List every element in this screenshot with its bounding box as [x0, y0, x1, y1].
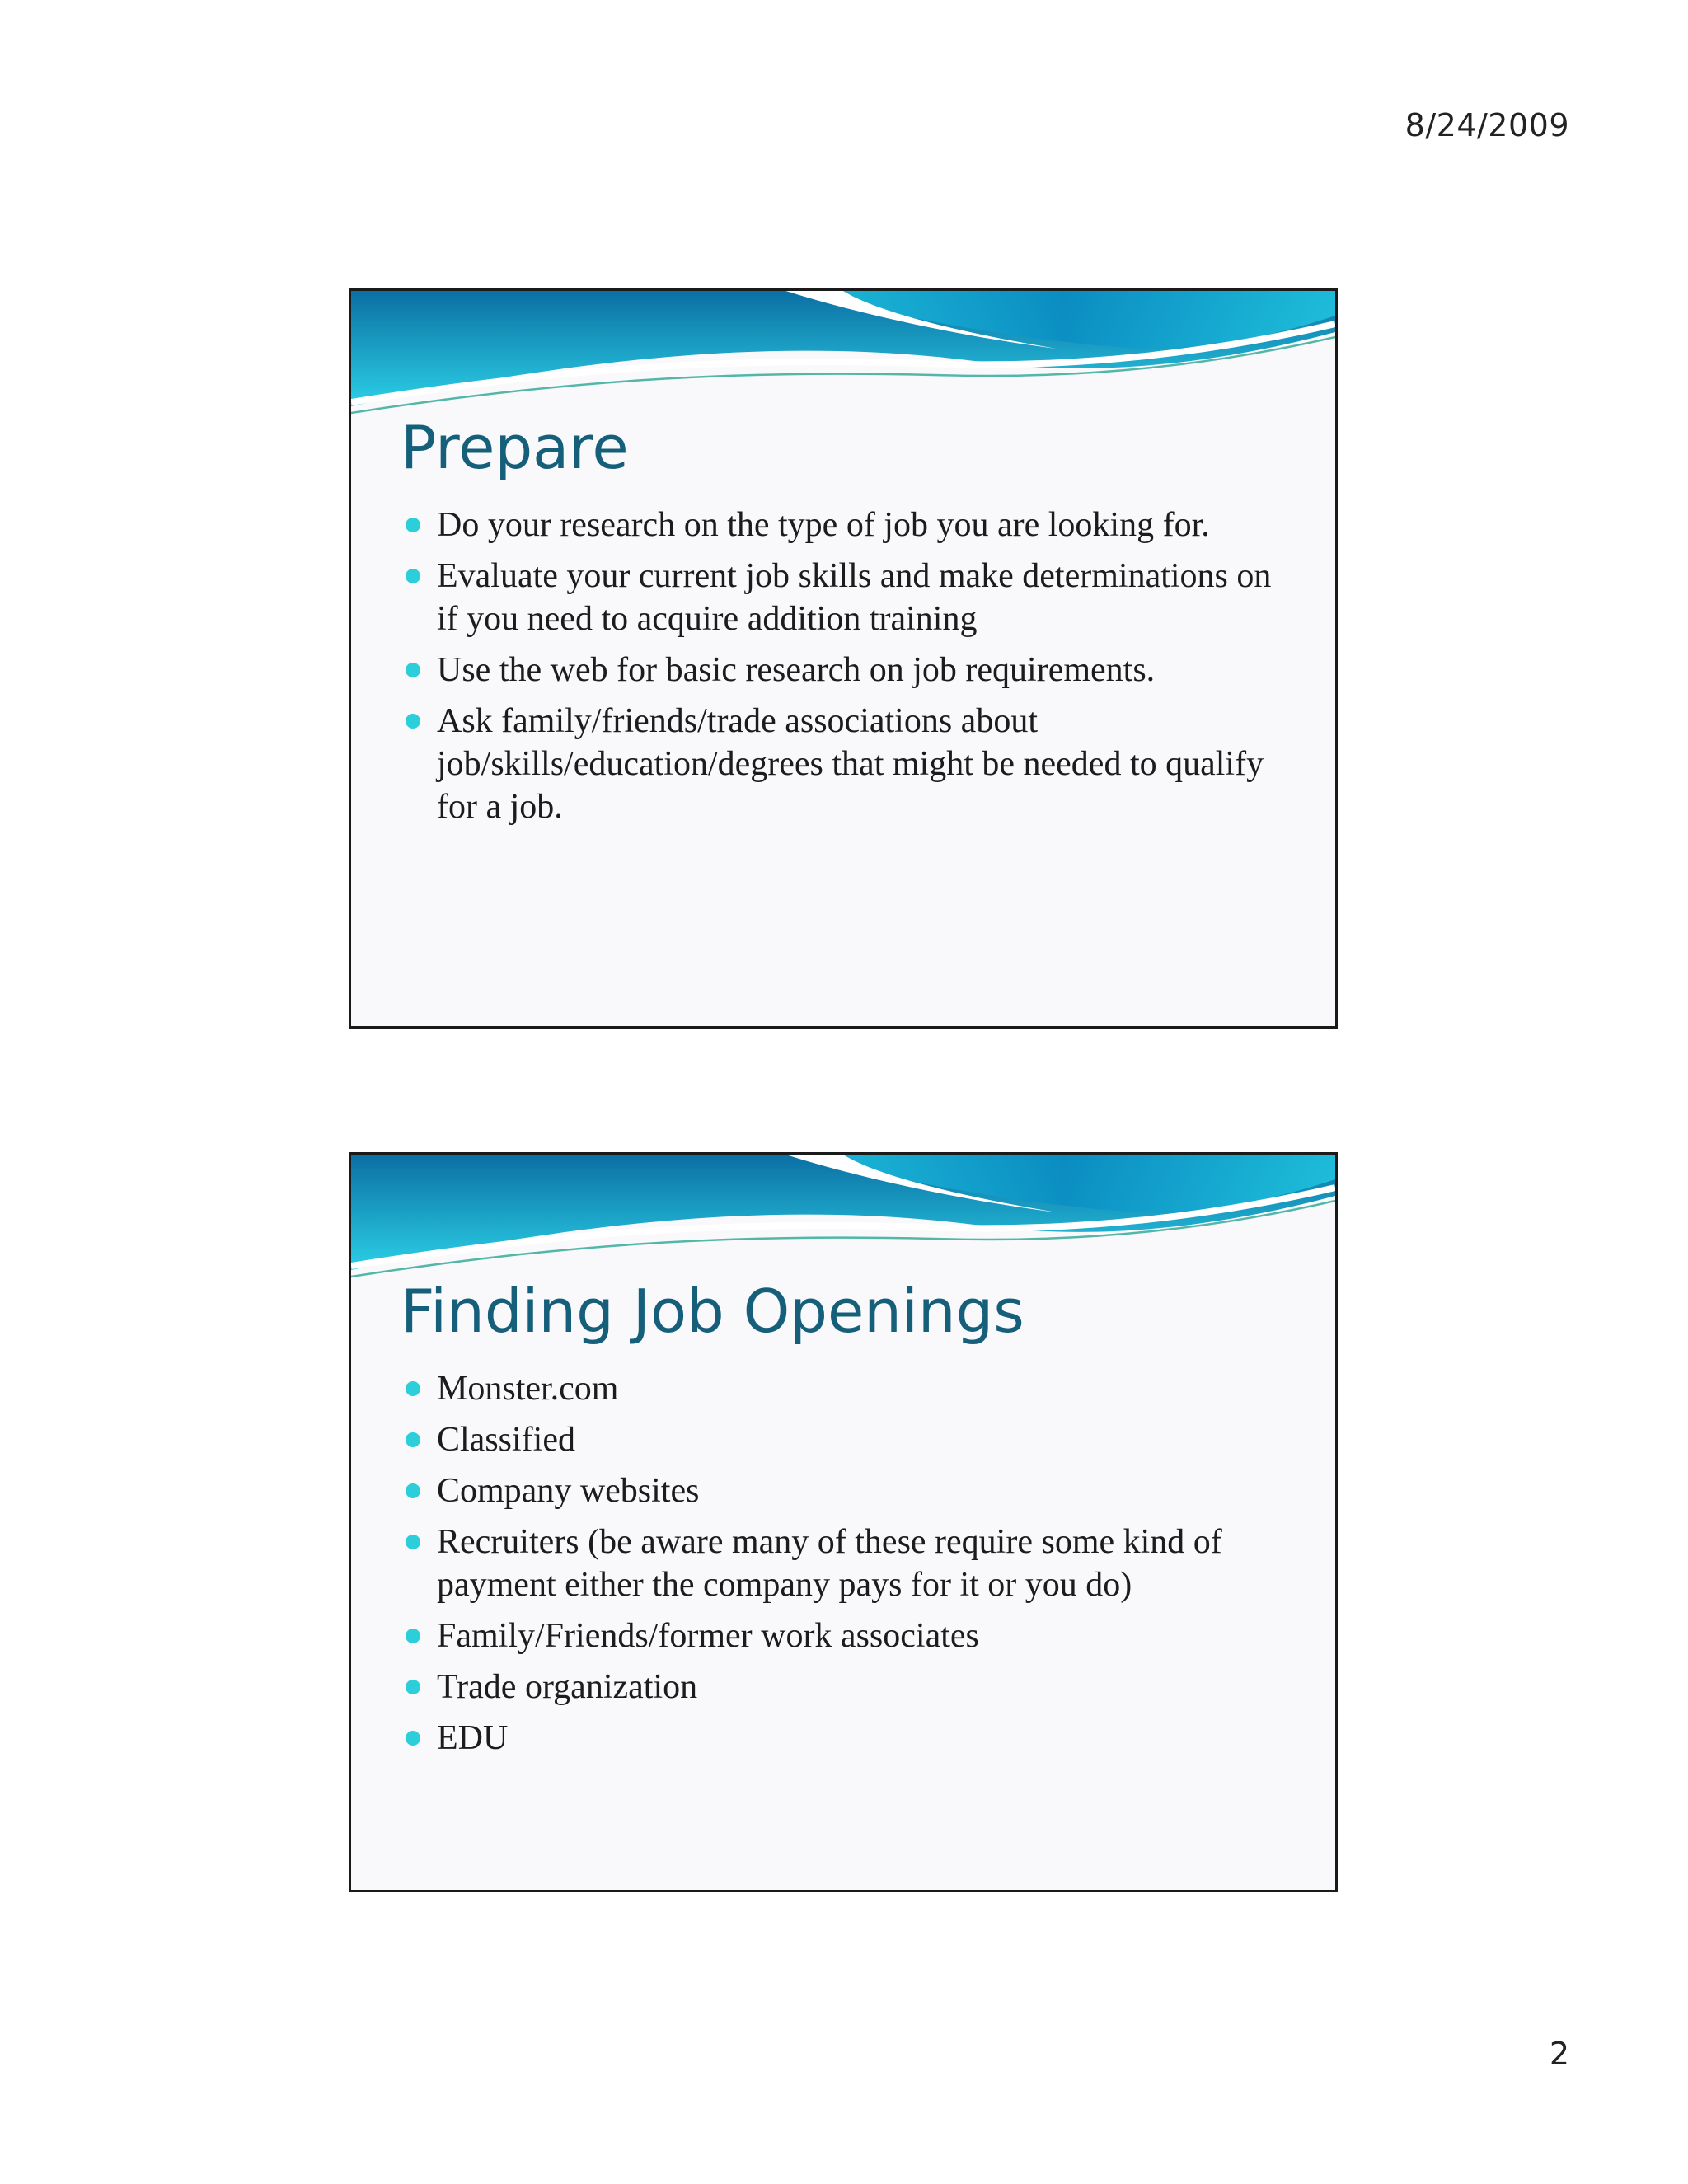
bullet-list — [402, 504, 1292, 837]
bullet-icon — [406, 569, 420, 583]
bullet-icon — [406, 663, 420, 677]
slide-prepare — [349, 288, 1338, 1029]
list-item — [402, 700, 1292, 828]
wave-header-graphic — [351, 1155, 1335, 1286]
list-item — [402, 1666, 1292, 1708]
bullet-icon — [406, 1535, 420, 1549]
bullet-icon — [406, 1629, 420, 1643]
bullet-text: Do your research on the type of job you are looking for. — [437, 506, 1210, 544]
list-item — [402, 1367, 1292, 1410]
bullet-text: Use the web for basic research on job requirements. — [437, 651, 1156, 689]
bullet-text: EDU — [437, 1719, 509, 1757]
bullet-text: Company websites — [437, 1472, 700, 1510]
list-item — [402, 1469, 1292, 1512]
list-item — [402, 649, 1292, 691]
bullet-icon — [406, 714, 420, 729]
slide-finding-job-openings — [349, 1152, 1338, 1892]
bullet-text: Ask family/friends/trade associations about job/skills/education/degrees that might be needed to qualify for a job. — [437, 702, 1264, 826]
bullet-icon — [406, 1483, 420, 1498]
list-item — [402, 504, 1292, 546]
wave-header-graphic — [351, 291, 1335, 423]
bullet-text: Evaluate your current job skills and make determinations on if you need to acquire addition training — [437, 557, 1272, 638]
bullet-icon — [406, 1381, 420, 1396]
bullet-list — [402, 1367, 1292, 1768]
bullet-text: Trade organization — [437, 1668, 698, 1706]
bullet-icon — [406, 1680, 420, 1694]
bullet-text: Classified — [437, 1421, 575, 1459]
bullet-text: Family/Friends/former work associates — [437, 1617, 979, 1655]
list-item — [402, 1418, 1292, 1461]
bullet-icon — [406, 518, 420, 532]
list-item — [402, 555, 1292, 640]
bullet-icon — [406, 1432, 420, 1447]
bullet-text: Monster.com — [437, 1370, 619, 1408]
list-item — [402, 1615, 1292, 1657]
page-number: 2 — [1549, 2036, 1569, 2072]
list-item — [402, 1521, 1292, 1606]
slide-title: Prepare — [401, 413, 629, 482]
list-item — [402, 1717, 1292, 1760]
page-date: 8/24/2009 — [1404, 107, 1569, 143]
bullet-text: Recruiters (be aware many of these require some kind of payment either the company pays for it or you do) — [437, 1523, 1222, 1604]
bullet-icon — [406, 1731, 420, 1746]
slide-title: Finding Job Openings — [401, 1277, 1025, 1346]
